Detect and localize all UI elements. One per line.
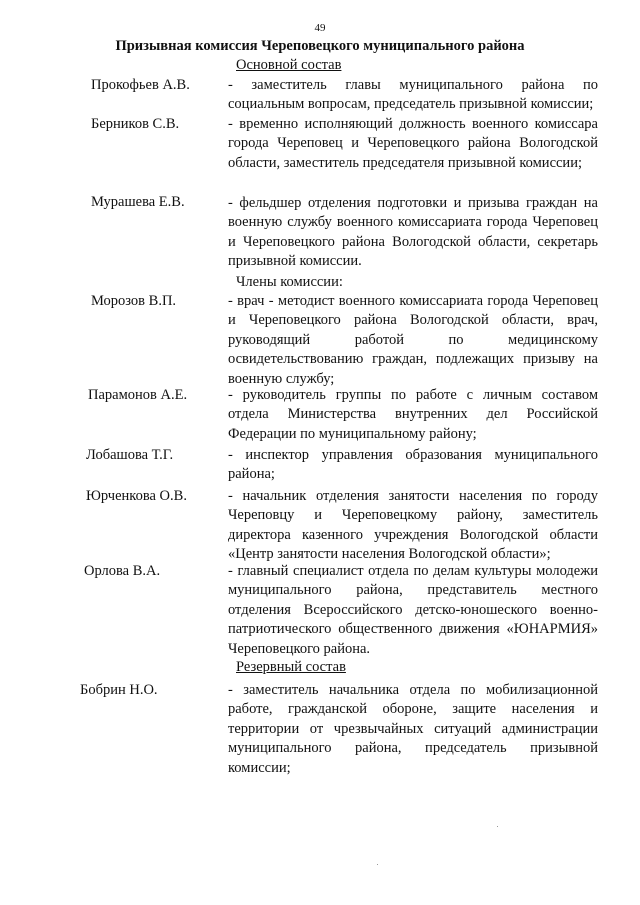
member-name: Бобрин Н.О. — [80, 682, 158, 698]
member-duty: - временно исполняющий должность военного комиссара города Череповец и Череповецкого района Вологодской области, заместитель председателя призывной комиссии; — [228, 116, 598, 171]
member-duty: - заместитель главы муниципального района по социальным вопросам, председатель призывной комиссии; — [228, 77, 598, 113]
member-name: Прокофьев А.В. — [91, 77, 190, 93]
section-heading-reserve: Резервный состав — [236, 659, 346, 675]
member-name: Юрченкова О.В. — [86, 488, 187, 504]
member-duty: - заместитель начальника отдела по мобилизационной работе, гражданской обороне, защите населения и территории от чрезвычайных ситуаций администрации муниципального района, председатель призывной комиссии; — [228, 682, 598, 776]
scan-speck — [377, 864, 378, 865]
member-duty: - руководитель группы по работе с личным составом отдела Министерства внутренних дел Российской Федерации по муниципальному району; — [228, 387, 598, 442]
member-duty: - инспектор управления образования муниципального района; — [228, 447, 598, 483]
member-name: Мурашева Е.В. — [91, 194, 185, 210]
scan-speck — [497, 826, 498, 827]
section-heading-main: Основной состав — [236, 57, 342, 73]
member-name: Лобашова Т.Г. — [86, 447, 174, 463]
member-duty: - начальник отделения занятости населения по городу Череповцу и Череповецкому району, заместитель директора казенного учреждения Вологодской области «Центр занятости населения Вологодской области»; — [228, 488, 598, 563]
member-name: Орлова В.А. — [84, 563, 161, 579]
member-name: Морозов В.П. — [91, 293, 177, 309]
member-duty: - фельдшер отделения подготовки и призыва граждан на военную службу военного комиссариата города Череповец и Череповецкого района Вологодской области, секретарь призывной комиссии. — [228, 195, 598, 270]
member-duty: - главный специалист отдела по делам культуры молодежи муниципального района, представитель местного отделения Всероссийского детско-юношеского военно-патриотического общественного движения «ЮНАРМИЯ» Череповецкого района. — [228, 563, 598, 657]
member-duty: - врач - методист военного комиссариата города Череповец и Череповецкого района Вологодской области, врач, руководящий работой по медицинскому освидетельствованию граждан, подлежащих призыву на военную службу; — [228, 293, 598, 387]
member-name: Берников С.В. — [91, 116, 180, 132]
section-heading-members: Члены комиссии: — [236, 274, 343, 290]
member-name: Парамонов А.Е. — [88, 387, 188, 403]
page-title: Призывная комиссия Череповецкого муниципального района — [115, 38, 525, 54]
page-number: 49 — [314, 22, 326, 34]
